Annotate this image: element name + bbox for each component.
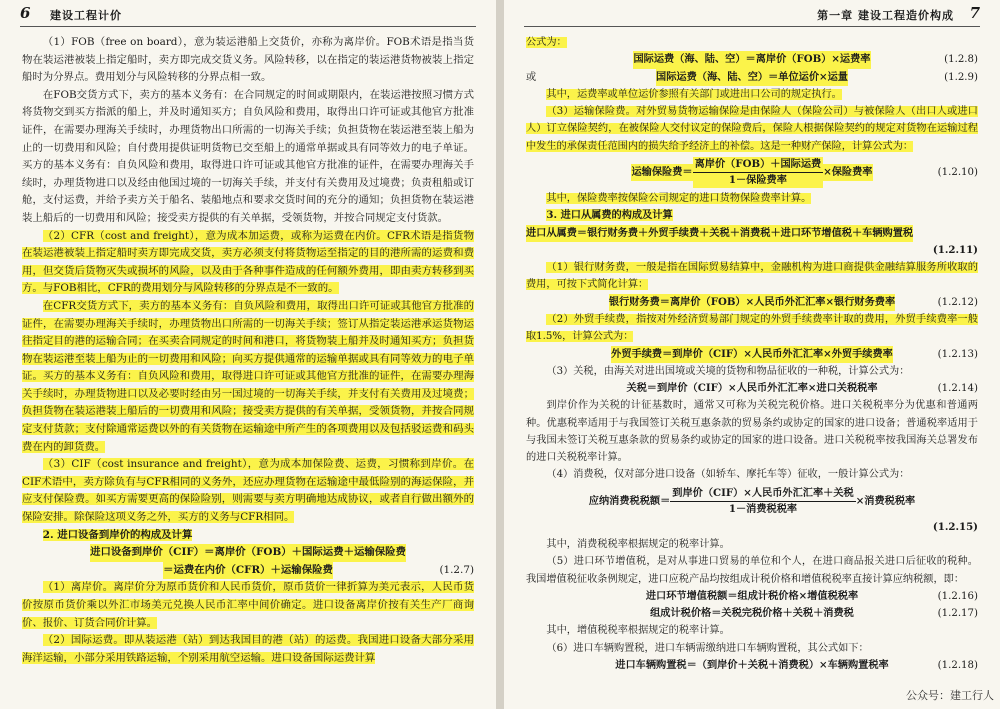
paragraph-freight: （2）国际运费。即从装运港（站）到达我国目的港（站）的运费。我国进口设备大部分采用海洋运输，小部分采用铁路运输，个别采用航空运输。进口设备国际运费计算 — [22, 634, 474, 664]
running-title: 建设工程计价 — [50, 9, 122, 22]
equation-number: (1.2.7) — [439, 563, 474, 576]
equation-number: (1.2.10) — [937, 166, 978, 178]
right-page — [504, 0, 1000, 709]
paragraph-vehicle-tax: （6）进口车辆购置税，进口车辆需缴纳进口车辆购置税，其公式如下： — [546, 642, 869, 654]
right-page-header — [524, 0, 980, 27]
left-page — [0, 0, 496, 709]
section-heading-2: 2. 进口设备到岸价的构成及计算 — [42, 528, 193, 541]
formula-1-2-16: 进口环节增值税额＝组成计税价格×增值税税率 (1.2.16) — [526, 588, 978, 605]
formula-1-2-13: 外贸手续费＝到岸价（CIF）×人民币外汇汇率×外贸手续费率 (1.2.13) — [526, 346, 978, 363]
equation-number: (1.2.9) — [944, 71, 978, 83]
equation-number: (1.2.11) — [932, 243, 978, 256]
formula-1-2-15-number — [526, 519, 978, 536]
formula-intro: 公式为： — [526, 37, 567, 48]
paragraph-vat: （5）进口环节增值税，是对从事进口贸易的单位和个人，在进口商品报关进口后征收的税种。我国增值税征收条例规定，进口应税产品均按组成计税价格和增值税税率直接计算应纳税额，即： — [526, 556, 978, 585]
paragraph-cfr: （2）CFR（cost and freight），意为成本加运费，或称为运费在内价。CFR术语是指货物在装运港被装上指定船时卖方即完成交货，卖方必须支付将货物运至指定的目的港所需的运费和费用，但交货后货物灭失或损坏的风险，以及由于各种事件造成的任何额外费用，即由卖方转移到买方。与FOB相比，CFR的费用划分与风险转移的分界点是不一致的。 — [22, 229, 474, 295]
formula-1-2-11-number — [526, 242, 978, 259]
page-number: 7 — [969, 4, 980, 22]
left-page-content — [22, 34, 474, 667]
formula-1-2-11: 进口从属费＝银行财务费＋外贸手续费＋关税＋消费税＋进口环节增值税＋车辆购置税 — [526, 225, 978, 242]
formula-1-2-7-line2: ＝运费在内价（CFR）＋运输保险费 (1.2.7) — [22, 562, 474, 580]
formula-1-2-18: 进口车辆购置税＝（到岸价＋关税＋消费税）×车辆购置税率 (1.2.18) — [526, 657, 978, 674]
or-label: 或 — [526, 71, 537, 83]
equation-number: (1.2.14) — [937, 383, 978, 395]
fraction: $\frac{\text{离岸价（FOB）＋国际运费}}{\text{1－保险费率}}$ — [694, 157, 822, 186]
paragraph-fob: （1）FOB（free on board），意为装运港船上交货价，亦称为离岸价。FOB术语是指当货物在装运港被装上指定船时，卖方即完成交货义务。风险转移，以在指定的装运港货物被装上指定船时为分界点。费用划分与风险转移的分界点相一致。 — [22, 36, 474, 84]
paragraph-insurance-rate: 其中，保险费率按保险公司规定的进口货物保险费率计算。 — [546, 192, 812, 204]
paragraph-fob-duties: 在FOB交货方式下，卖方的基本义务有：在合同规定的时间或期限内，在装运港按照习惯方式将货物交到买方指派的船上，并及时通知买方；自负风险和费用，取得出口许可证或其他官方批准证件，在需要办理海关手续时，办理货物出口所需的一切海关手续；负担货物在装运港至装上船为止的一切费用和风险；自付费用提供证明货物已交至船上的通常单据或具有同等效力的电子单证。买方的基本义务有：自负风险和费用，取得进口许可证或其他官方批准的证件，在需要办理海关手续时，办理货物进口以及经由他国过境的一切海关手续，并支付有关费用及过境费；负责租船或订舱，支付运费，并给予卖方关于船名、装船地点和要求交货时间的充分的通知；负担货物在装运港装上船后的一切费用和风险；接受卖方提供的有关单据，受领货物，并按合同规定支付货款。 — [22, 88, 474, 224]
paragraph-tariff: （3）关税，由海关对进出国境或关境的货物和物品征收的一种税，计算公式为： — [546, 365, 910, 377]
running-title: 第一章 建设工程造价构成 — [817, 9, 954, 22]
formula-1-2-8: 国际运费（海、陆、空）＝离岸价（FOB）×运费率 (1.2.8) — [526, 51, 978, 68]
fraction: $\frac{\text{到岸价（CIF）×人民币外汇汇率＋关税}}{\text{1－消费税税率}}$ — [672, 486, 854, 515]
formula-1-2-12: 银行财务费＝离岸价（FOB）×人民币外汇汇率×银行财务费率 (1.2.12) — [526, 294, 978, 311]
paragraph-cif: （3）CIF（cost insurance and freight），意为成本加保险费、运费，习惯称到岸价。在CIF术语中，卖方除负有与CFR相同的义务外，还应办理货物在运输途中最低险别的海运保险，并应支付保险费。如买方需要更高的保险险别，则需要与卖方明确地达成协议，或者自行做出额外的保险安排。除保险这项义务之外，买方的义务与CFR相同。 — [22, 458, 474, 524]
paragraph-tariff-rate: 到岸价作为关税的计征基数时，通常又可称为关税完税价格。进口关税税率分为优惠和普通两种。优惠税率适用于与我国签订关税互惠条款的贸易条约或协定的国家的进口设备；普通税率适用于与我国未签订关税互惠条款的贸易条约或协定的国家的进口设备。进口关税税率按我国海关总署发布的进口关税税率计算。 — [526, 400, 978, 464]
equation-number: (1.2.16) — [937, 590, 978, 602]
paragraph-consumption-rate: 其中，消费税税率根据规定的税率计算。 — [546, 539, 730, 551]
watermark: 公众号：建工行人 — [906, 689, 994, 702]
paragraph-cfr-duties: 在CFR交货方式下，卖方的基本义务有：自负风险和费用，取得出口许可证或其他官方批准的证件，在需要办理海关手续时，办理货物出口所需的一切海关手续；签订从指定装运港承运货物运往指定目的港的运输合同；在买卖合同规定的时间和港口，将货物装上船并及时通知买方；负担货物在装运港至装上船为止的一切费用和风险；向买方提供通常的运输单据或具有同等效力的电子单证。买方的基本义务有：自负风险和费用，取得进口许可证或其他官方批准的证件，在需要办理海关手续时，办理货物进口以及必要时经由另一国过境的一切海关手续，并支付有关费用及过境费；负担货物在装运港装上船后的一切费用和风险；接受卖方提供的有关单据，受领货物，并按合同规定支付货款；支付除通常运费以外的有关货物在运输途中所产生的各项费用以及包括驳运费和码头费在内的卸货费。 — [22, 299, 474, 453]
formula-1-2-17: 组成计税价格＝关税完税价格＋关税＋消费税 (1.2.17) — [526, 605, 978, 622]
paragraph-vat-rate: 其中，增值税税率根据规定的税率计算。 — [546, 625, 730, 637]
paragraph-fob-price: （1）离岸价。离岸价分为原币货价和人民币货价，原币货价一律折算为美元表示，人民币货价按原币货价乘以外汇市场美元兑换人民币汇率中间价确定。进口设备离岸价按有关生产厂商询价、报价、订货合同价计算。 — [22, 581, 474, 629]
equation-number: (1.2.15) — [932, 520, 978, 533]
formula-1-2-14: 关税＝到岸价（CIF）×人民币外汇汇率×进口关税税率 (1.2.14) — [526, 380, 978, 397]
section-heading-3: 3. 进口从属费的构成及计算 — [546, 209, 673, 222]
left-page-header — [20, 0, 476, 27]
paragraph-bank-fee: （1）银行财务费，一般是指在国际贸易结算中，金融机构为进口商提供金融结算服务所收取的费用，可按下式简化计算： — [526, 262, 978, 291]
formula-1-2-7-line1: 进口设备到岸价（CIF）＝离岸价（FOB）＋国际运费＋运输保险费 — [22, 544, 474, 562]
paragraph-insurance: （3）运输保险费。对外贸易货物运输保险是由保险人（保险公司）与被保险人（出口人或进口人）订立保险契约，在被保险人交付议定的保险费后，保险人根据保险契约的规定对货物在运输过程中发生的承保责任范围内的损失给予经济上的补偿。这是一种财产保险，计算公式为： — [526, 106, 978, 152]
equation-number: (1.2.17) — [937, 608, 978, 620]
equation-number: (1.2.18) — [937, 660, 978, 671]
equation-number: (1.2.12) — [937, 296, 978, 308]
paragraph-freight-rate: 其中，运费率或单位运价参照有关部门或进出口公司的规定执行。 — [546, 88, 842, 100]
formula-1-2-9: 或 国际运费（海、陆、空）＝单位运价×运量 (1.2.9) — [526, 69, 978, 86]
equation-number: (1.2.13) — [937, 348, 978, 360]
equation-number: (1.2.8) — [944, 54, 978, 66]
page-number: 6 — [20, 4, 31, 22]
formula-1-2-15: 应纳消费税税额＝ $\frac{\text{到岸价（CIF）×人民币外汇汇率＋关税}}{\text{1－消费税税率}}$ ×消费税税率 — [588, 486, 916, 515]
book-gutter — [496, 0, 504, 709]
formula-1-2-10: 运输保险费＝ $\frac{\text{离岸价（FOB）＋国际运费}}{\text{1－保险费率}}$ ×保险费率 (1.2.10) — [631, 157, 978, 186]
right-page-content — [526, 34, 978, 674]
paragraph-trade-fee: （2）外贸手续费，指按对外经济贸易部门规定的外贸手续费率计取的费用，外贸手续费率一般取1.5%，计算公式为： — [526, 313, 978, 343]
paragraph-consumption-tax: （4）消费税，仅对部分进口设备（如轿车、摩托车等）征收，一般计算公式为： — [546, 469, 910, 481]
